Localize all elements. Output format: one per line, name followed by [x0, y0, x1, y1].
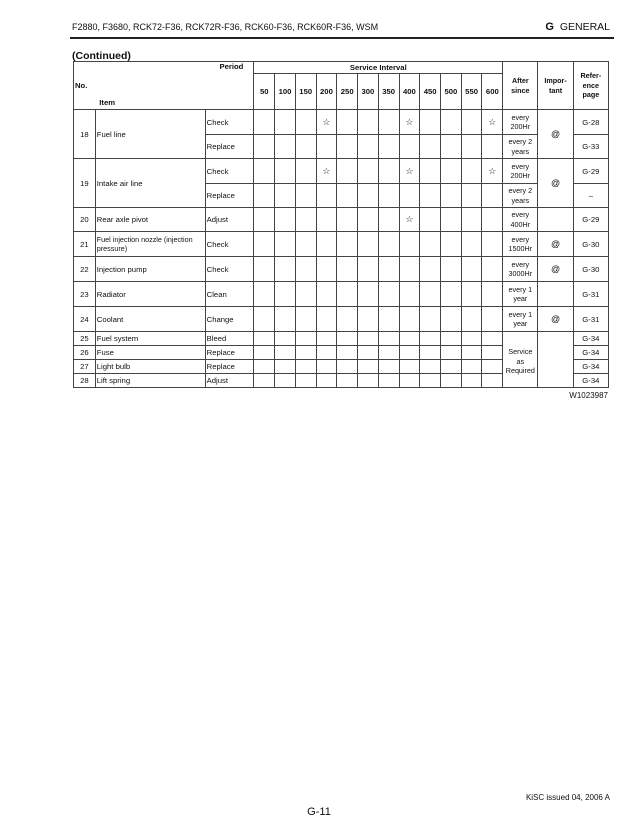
star-icon: ☆	[316, 159, 337, 184]
footer-issued: KiSC issued 04, 2006 A	[525, 793, 610, 802]
important-mark: @	[538, 307, 573, 332]
row-item: Fuel system	[95, 332, 205, 346]
row-period: Replace	[205, 346, 254, 360]
row-period: Clean	[205, 282, 254, 307]
row-period: Replace	[205, 360, 254, 374]
row-item: Injection pump	[95, 257, 205, 282]
page-number: G-11	[307, 806, 331, 818]
row-after-since: every 3000Hr	[503, 257, 538, 282]
row-period: Change	[205, 307, 254, 332]
interval-600: 600	[482, 74, 503, 110]
interval-300: 300	[358, 74, 379, 110]
row-reference: G-33	[573, 135, 608, 159]
table-row	[74, 257, 609, 282]
row-period: Adjust	[205, 374, 254, 388]
header-rule	[70, 37, 614, 39]
maintenance-table	[73, 61, 609, 388]
header-after-since: After since	[503, 62, 538, 110]
interval-100: 100	[275, 74, 296, 110]
row-after-since: every 200Hr	[503, 110, 538, 135]
row-reference: G-29	[573, 159, 608, 184]
interval-350: 350	[378, 74, 399, 110]
row-item: Radiator	[95, 282, 205, 307]
row-reference: G-34	[573, 332, 608, 346]
interval-250: 250	[337, 74, 358, 110]
star-icon: ☆	[399, 110, 420, 135]
table-row	[74, 232, 609, 257]
row-period: Check	[205, 159, 254, 184]
row-no: 25	[74, 332, 96, 346]
header-no: No.	[74, 62, 96, 110]
row-item: Coolant	[95, 307, 205, 332]
row-period: Check	[205, 257, 254, 282]
important-mark: @	[538, 110, 573, 159]
star-icon: ☆	[399, 159, 420, 184]
row-reference: G-29	[573, 208, 608, 232]
interval-200: 200	[316, 74, 337, 110]
row-period: Adjust	[205, 208, 254, 232]
row-no: 20	[74, 208, 96, 232]
row-item: Fuel injection nozzle (injection pressure)	[95, 232, 205, 257]
row-after-since: every 1 year	[503, 282, 538, 307]
row-reference: G-30	[573, 257, 608, 282]
row-no: 23	[74, 282, 96, 307]
table-row	[74, 110, 609, 135]
row-after-since: every 400Hr	[503, 208, 538, 232]
header-period: Period	[95, 62, 254, 74]
interval-500: 500	[440, 74, 461, 110]
row-after-since: every 200Hr	[503, 159, 538, 184]
row-period: Replace	[205, 184, 254, 208]
row-reference: G-34	[573, 346, 608, 360]
header-service-interval: Service Interval	[254, 62, 503, 74]
row-period: Check	[205, 110, 254, 135]
document-code: W1023987	[569, 391, 608, 400]
section-name: GENERAL	[559, 21, 610, 33]
row-reference: G-31	[573, 282, 608, 307]
interval-450: 450	[420, 74, 441, 110]
row-no: 27	[74, 360, 96, 374]
row-reference: G-28	[573, 110, 608, 135]
header-reference-page: Refer- ence page	[573, 62, 608, 110]
row-period: Check	[205, 232, 254, 257]
row-period: Replace	[205, 135, 254, 159]
continued-label: (Continued)	[72, 50, 131, 62]
star-icon: ☆	[316, 110, 337, 135]
row-no: 18	[74, 110, 96, 159]
star-icon: ☆	[399, 208, 420, 232]
row-after-since: every 1500Hr	[503, 232, 538, 257]
row-no: 26	[74, 346, 96, 360]
interval-550: 550	[461, 74, 482, 110]
star-icon: ☆	[482, 159, 503, 184]
row-reference: G-34	[573, 374, 608, 388]
header-item: Item	[95, 74, 254, 110]
important-mark: @	[538, 159, 573, 208]
section-letter: G	[545, 21, 554, 33]
header-models: F2880, F3680, RCK72-F36, RCK72R-F36, RCK60-F36, RCK60R-F36, WSM	[72, 22, 379, 32]
row-no: 28	[74, 374, 96, 388]
row-no: 21	[74, 232, 96, 257]
important-mark: @	[538, 257, 573, 282]
important-mark: @	[538, 232, 573, 257]
row-item: Light bulb	[95, 360, 205, 374]
interval-400: 400	[399, 74, 420, 110]
row-no: 22	[74, 257, 96, 282]
row-no: 24	[74, 307, 96, 332]
row-no: 19	[74, 159, 96, 208]
header-section	[545, 21, 610, 33]
star-icon: ☆	[482, 110, 503, 135]
service-as-required: Service as Required	[503, 332, 538, 388]
row-item: Rear axle pivot	[95, 208, 205, 232]
table-row	[74, 332, 609, 346]
table-row	[74, 159, 609, 184]
table-row	[74, 208, 609, 232]
row-after-since: every 2 years	[503, 135, 538, 159]
table-row	[74, 282, 609, 307]
row-reference: G-30	[573, 232, 608, 257]
row-item: Fuel line	[95, 110, 205, 159]
row-item: Intake air line	[95, 159, 205, 208]
row-reference: G-34	[573, 360, 608, 374]
table-row	[74, 307, 609, 332]
row-item: Fuse	[95, 346, 205, 360]
row-item: Lift spring	[95, 374, 205, 388]
row-period: Bleed	[205, 332, 254, 346]
row-after-since: every 1 year	[503, 307, 538, 332]
interval-150: 150	[295, 74, 316, 110]
row-reference: G-31	[573, 307, 608, 332]
interval-50: 50	[254, 74, 275, 110]
header-important: Impor- tant	[538, 62, 573, 110]
row-after-since: every 2 years	[503, 184, 538, 208]
row-reference: –	[573, 184, 608, 208]
